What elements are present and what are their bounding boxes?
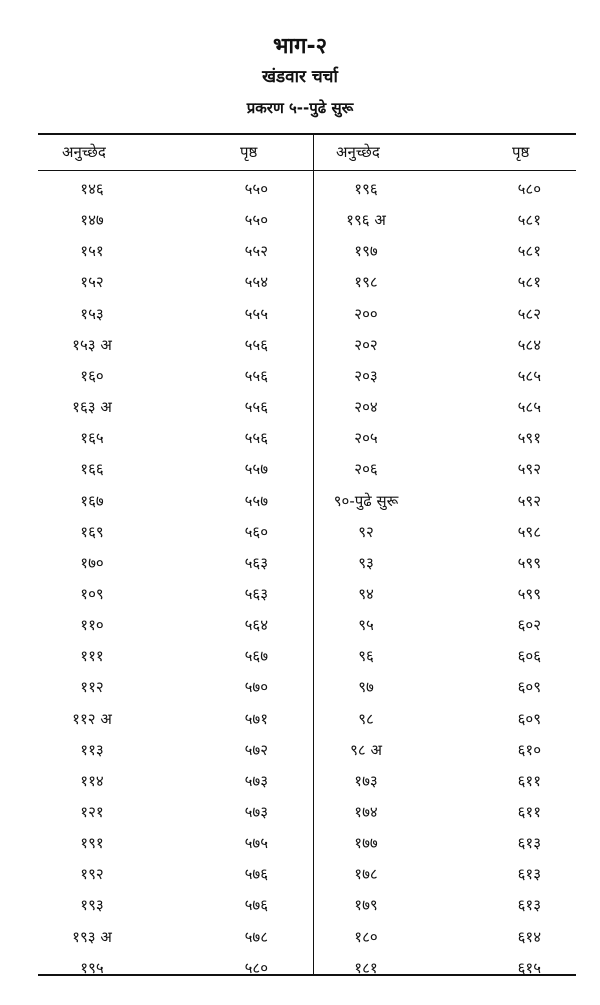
page-number: ५८५ <box>517 398 541 417</box>
page-number: ५५६ <box>244 429 268 448</box>
paragraph-number: १७३ <box>354 771 378 790</box>
page-number: ६११ <box>517 771 541 790</box>
page-number: ५८४ <box>517 335 541 354</box>
page-number: ५६७ <box>244 647 268 666</box>
paragraph-number: २०६ <box>354 460 378 479</box>
paragraph-number: १११ <box>80 647 104 666</box>
paragraph-number: २०२ <box>354 335 378 354</box>
paragraph-number: ११३ <box>80 740 104 759</box>
page-number: ५६० <box>244 522 268 541</box>
page-number: ६१३ <box>517 896 541 915</box>
paragraph-number: १४७ <box>80 211 104 230</box>
paragraph-number: १६३ अ <box>72 398 112 417</box>
paragraph-number: २०३ <box>354 366 378 385</box>
paragraph-number: १९६ <box>354 180 378 198</box>
paragraph-number: २०० <box>354 304 378 323</box>
header-left-paragraph: अनुच्छेद <box>62 143 106 161</box>
paragraph-number: १९८ <box>354 273 378 292</box>
paragraph-number: १९३ <box>80 896 104 915</box>
section-title: प्रकरण ५--पुढे सुरू <box>246 99 354 117</box>
page-number: ६०९ <box>517 709 541 728</box>
paragraph-number: ११० <box>80 616 104 635</box>
paragraph-number: १७० <box>80 553 104 572</box>
page-number: ५८० <box>517 180 541 198</box>
paragraph-number: १६५ <box>80 429 104 448</box>
page-number: ६०२ <box>517 616 541 635</box>
paragraph-number: ९६ <box>358 647 374 666</box>
paragraph-number: १६० <box>80 366 104 385</box>
page-number: ५९२ <box>517 491 541 510</box>
paragraph-number: ११४ <box>80 771 104 790</box>
paragraph-number: १६९ <box>80 522 104 541</box>
paragraph-number: १८१ <box>354 958 378 977</box>
paragraph-number: १५३ अ <box>72 335 112 354</box>
page-number: ५७२ <box>244 740 268 759</box>
page-number: ५८० <box>244 958 268 977</box>
page-number: ५७३ <box>244 803 268 821</box>
paragraph-number: १९१ <box>80 834 104 853</box>
paragraph-number: १६७ <box>80 491 104 510</box>
page-number: ६१५ <box>517 958 541 977</box>
paragraph-number: १७४ <box>354 803 378 821</box>
page-number: ६११ <box>517 803 541 821</box>
paragraph-number: १५३ <box>80 304 104 323</box>
page-number: ५५६ <box>244 335 268 354</box>
paragraph-number: ९५ <box>358 616 374 635</box>
paragraph-number: १९६ अ <box>346 211 386 230</box>
page-number: ५८१ <box>517 273 541 292</box>
paragraph-number: १४६ <box>80 180 104 198</box>
paragraph-number: १९२ <box>80 865 104 884</box>
page-number: ५५५ <box>244 304 268 323</box>
page-number: ६०९ <box>517 678 541 697</box>
part-title: भाग-२ <box>272 34 328 59</box>
page-number: ५७६ <box>244 896 268 915</box>
page-number: ५८५ <box>517 366 541 385</box>
page-number: ५७८ <box>244 927 268 946</box>
page-number: ५५२ <box>244 242 268 261</box>
page-number: ५९२ <box>517 460 541 479</box>
paragraph-number: ९८ अ <box>350 740 382 759</box>
page-number: ५५७ <box>244 491 268 510</box>
page-number: ५८१ <box>517 242 541 261</box>
page-number: ५९९ <box>517 584 541 603</box>
paragraph-number: ९७ <box>358 678 374 697</box>
paragraph-number: १७९ <box>354 896 378 915</box>
page-number: ५६३ <box>244 584 268 603</box>
paragraph-number: १९७ <box>354 242 378 261</box>
paragraph-number: ९२ <box>358 522 374 541</box>
paragraph-number: १७८ <box>354 865 378 884</box>
paragraph-number: ९०-पुढे सुरू <box>333 491 399 510</box>
paragraph-number: ९३ <box>358 553 374 572</box>
page-number: ५५० <box>244 180 268 198</box>
paragraph-number: १८० <box>354 927 378 946</box>
paragraph-number: १६६ <box>80 460 104 479</box>
page-number: ५७० <box>244 678 268 697</box>
paragraph-number: १५२ <box>80 273 104 292</box>
header-right-page: पृष्ठ <box>512 143 530 161</box>
chapter-subtitle: खंडवार चर्चा <box>262 67 338 87</box>
page-number: ५६३ <box>244 553 268 572</box>
page-number: ५५४ <box>244 273 268 292</box>
page-number: ५५७ <box>244 460 268 479</box>
page-number: ५८१ <box>517 211 541 230</box>
page-number: ५७३ <box>244 771 268 790</box>
paragraph-number: १५१ <box>80 242 104 261</box>
page-number: ५९९ <box>517 553 541 572</box>
page-number: ६१३ <box>517 834 541 853</box>
paragraph-number: २०५ <box>354 429 378 448</box>
page-number: ६१४ <box>517 927 541 946</box>
page-number: ६०६ <box>517 647 541 666</box>
paragraph-number: १२१ <box>80 803 104 821</box>
header-left-page: पृष्ठ <box>240 143 258 161</box>
header-right-paragraph: अनुच्छेद <box>336 143 380 161</box>
paragraph-number: ११२ अ <box>72 709 112 728</box>
page-number: ५९८ <box>517 522 541 541</box>
page-number: ५७५ <box>244 834 268 853</box>
paragraph-number: ११२ <box>80 678 104 697</box>
page-number: ५५६ <box>244 366 268 385</box>
page-number: ५८२ <box>517 304 541 323</box>
paragraph-number: ९४ <box>358 584 374 603</box>
page-number: ५५६ <box>244 398 268 417</box>
page-number: ५७६ <box>244 865 268 884</box>
page-number: ६१३ <box>517 865 541 884</box>
paragraph-number: १९५ <box>80 958 104 977</box>
page-number: ५५० <box>244 211 268 230</box>
paragraph-number: १७७ <box>354 834 378 853</box>
page-number: ५७१ <box>244 709 268 728</box>
page-number: ५९१ <box>517 429 541 448</box>
paragraph-number: १०९ <box>80 584 104 603</box>
paragraph-number: १९३ अ <box>72 927 112 946</box>
page-number: ५६४ <box>244 616 268 635</box>
paragraph-number: ९८ <box>358 709 374 728</box>
paragraph-number: २०४ <box>354 398 378 417</box>
page-number: ६१० <box>517 740 541 759</box>
